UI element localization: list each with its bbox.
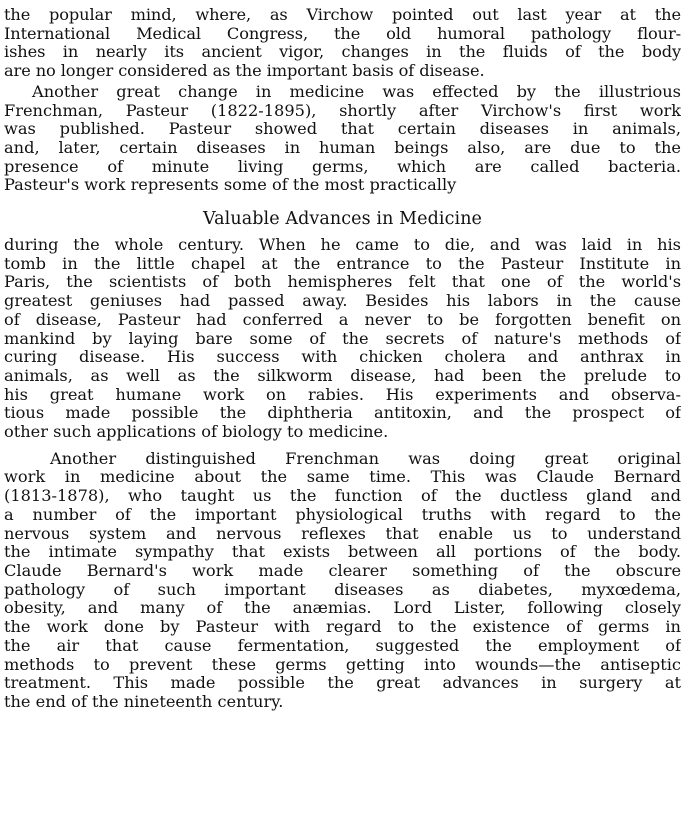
text-line: the popular mind, where, as Virchow pointed out last year at the bbox=[4, 6, 681, 24]
text-line: Pasteur's work represents some of the most practically bbox=[4, 176, 457, 195]
text-line: of disease, Pasteur had conferred a never to be forgotten benefit on bbox=[4, 310, 681, 329]
text-line: nervous system and nervous reflexes that enable us to understand bbox=[4, 524, 681, 543]
text-line: pathology of such important diseases as diabetes, myxœdema, bbox=[4, 580, 681, 599]
paragraph-claude-bernard bbox=[4, 450, 681, 712]
text-line: the air that cause fermentation, suggested the employment of bbox=[4, 636, 681, 655]
paragraph-pasteur-legacy bbox=[4, 236, 681, 442]
document-page bbox=[4, 6, 681, 826]
text-line: presence of minute living germs, which are called bacteria. bbox=[4, 157, 681, 176]
text-line: was published. Pasteur showed that certain diseases in animals, bbox=[4, 120, 681, 139]
text-line: other such applications of biology to medicine. bbox=[4, 423, 389, 442]
text-line: greatest geniuses had passed away. Besides his labors in the cause bbox=[4, 292, 681, 311]
text-line: tomb in the little chapel at the entrance to the Pasteur Institute in bbox=[4, 254, 681, 273]
paragraph-popular-mind bbox=[4, 6, 681, 81]
text-line: methods to prevent these germs getting into wounds—the antiseptic bbox=[4, 655, 681, 674]
text-line: obesity, and many of the anæmias. Lord Lister, following closely bbox=[4, 599, 681, 618]
text-line: Another great change in medicine was effected by the illustrious bbox=[32, 82, 681, 101]
text-line: Paris, the scientists of both hemispheres felt that one of the world's bbox=[4, 273, 681, 292]
text-line: and, later, certain diseases in human beings also, are due to the bbox=[4, 138, 681, 157]
text-line: the end of the nineteenth century. bbox=[4, 692, 284, 711]
text-line: (1813-1878), who taught us the function of the ductless gland and bbox=[4, 487, 681, 506]
text-line: the intimate sympathy that exists between all portions of the body. bbox=[4, 543, 681, 562]
section-heading: Valuable Advances in Medicine bbox=[202, 209, 483, 230]
text-line: are no longer considered as the important basis of disease. bbox=[4, 62, 485, 81]
text-line: during the whole century. When he came to die, and was laid in his bbox=[4, 236, 681, 255]
text-line: Another distinguished Frenchman was doing great original bbox=[50, 449, 681, 468]
text-line: work in medicine about the same time. This was Claude Bernard bbox=[4, 468, 681, 487]
text-line: the work done by Pasteur with regard to the existence of germs in bbox=[4, 618, 681, 637]
text-line: tious made possible the diphtheria antitoxin, and the prospect of bbox=[4, 404, 681, 423]
text-line: mankind by laying bare some of the secrets of nature's methods of bbox=[4, 329, 681, 348]
text-line: treatment. This made possible the great advances in surgery at bbox=[4, 674, 681, 693]
text-line: International Medical Congress, the old humoral pathology flour- bbox=[4, 24, 681, 43]
text-line: his great humane work on rabies. His experiments and observa- bbox=[4, 385, 681, 404]
text-line: ishes in nearly its ancient vigor, changes in the fluids of the body bbox=[4, 43, 681, 62]
text-line: Claude Bernard's work made clearer something of the obscure bbox=[4, 561, 681, 580]
text-line: animals, as well as the silkworm disease, had been the prelude to bbox=[4, 366, 681, 385]
text-line: a number of the important physiological truths with regard to the bbox=[4, 505, 681, 524]
text-line: curing disease. His success with chicken cholera and anthrax in bbox=[4, 348, 681, 367]
text-line: Frenchman, Pasteur (1822-1895), shortly after Virchow's first work bbox=[4, 101, 681, 120]
paragraph-pasteur-intro bbox=[4, 83, 681, 195]
